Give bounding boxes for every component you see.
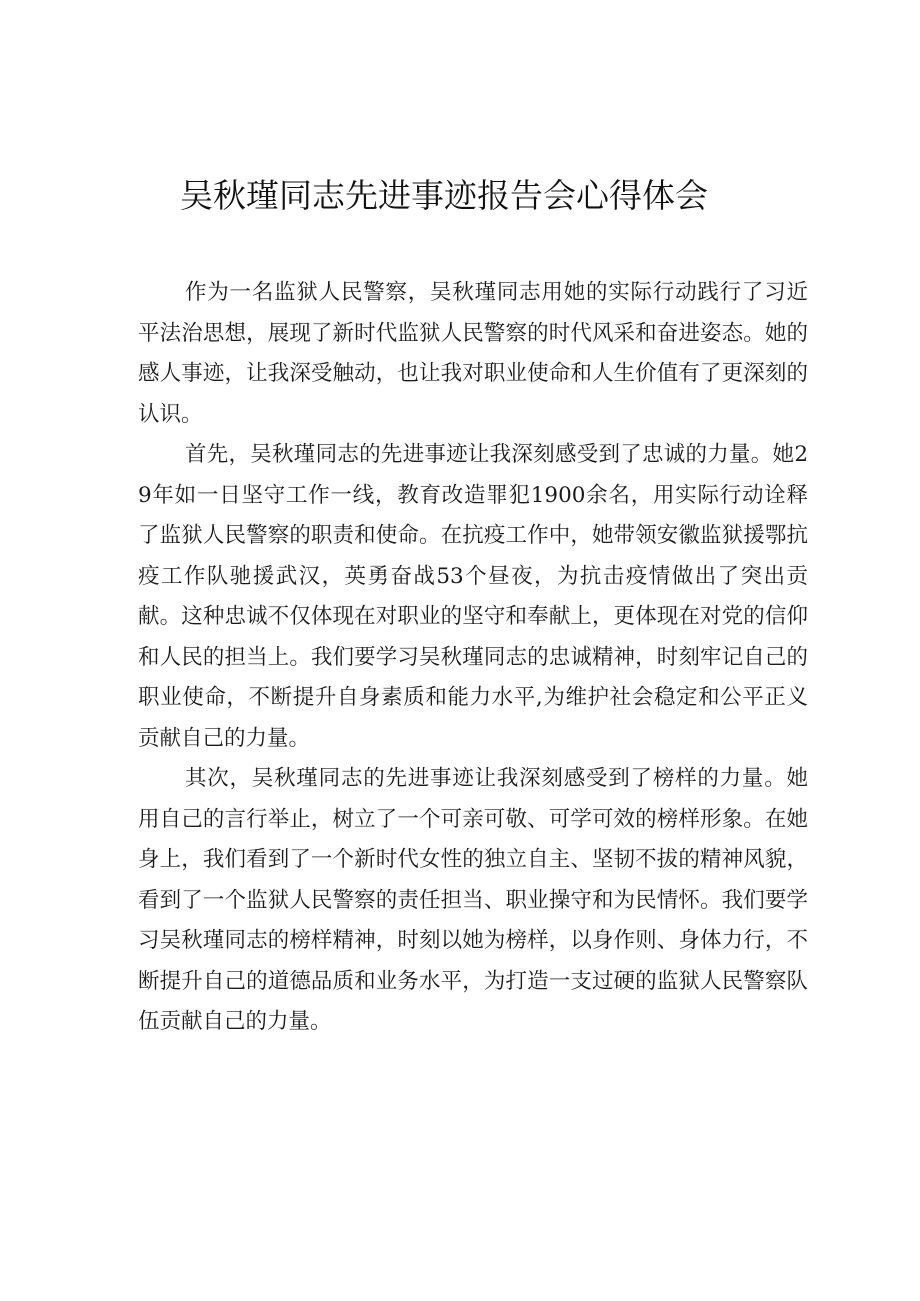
- paragraph-3: 其次，吴秋瑾同志的先进事迹让我深刻感受到了榜样的力量。她用自己的言行举止，树立了一个可亲可敬、可学可效的榜样形象。在她身上，我们看到了一个新时代女性的独立自主、坚韧不拔的精神风貌，看到了一个监狱人民警察的责任担当、职业操守和为民情怀。我们要学习吴秋瑾同志的榜样精神，时刻以她为榜样，以身作则、身体力行，不断提升自己的道德品质和业务水平，为打造一支过硬的监狱人民警察队伍贡献自己的力量。: [138, 766, 808, 1034]
- document-title: 吴秋瑾同志先进事迹报告会心得体会: [180, 176, 708, 215]
- paragraph-1: 作为一名监狱人民警察，吴秋瑾同志用她的实际行动践行了习近平法治思想，展现了新时代监狱人民警察的时代风采和奋进姿态。她的感人事迹，让我深受触动，也让我对职业使命和人生价值有了更深刻的认识。: [138, 280, 808, 427]
- paragraph-2: 首先，吴秋瑾同志的先进事迹让我深刻感受到了忠诚的力量。她29年如一日坚守工作一线，教育改造罪犯1900余名，用实际行动诠释了监狱人民警察的职责和使命。在抗疫工作中，她带领安徽监狱援鄂抗疫工作队驰援武汉，英勇奋战53个昼夜，为抗击疫情做出了突出贡献。这种忠诚不仅体现在对职业的坚守和奉献上，更体现在对党的信仰和人民的担当上。我们要学习吴秋瑾同志的忠诚精神，时刻牢记自己的职业使命，不断提升自身素质和能力水平,为维护社会稳定和公平正义贡献自己的力量。: [138, 442, 808, 751]
- document-body: [138, 273, 808, 1043]
